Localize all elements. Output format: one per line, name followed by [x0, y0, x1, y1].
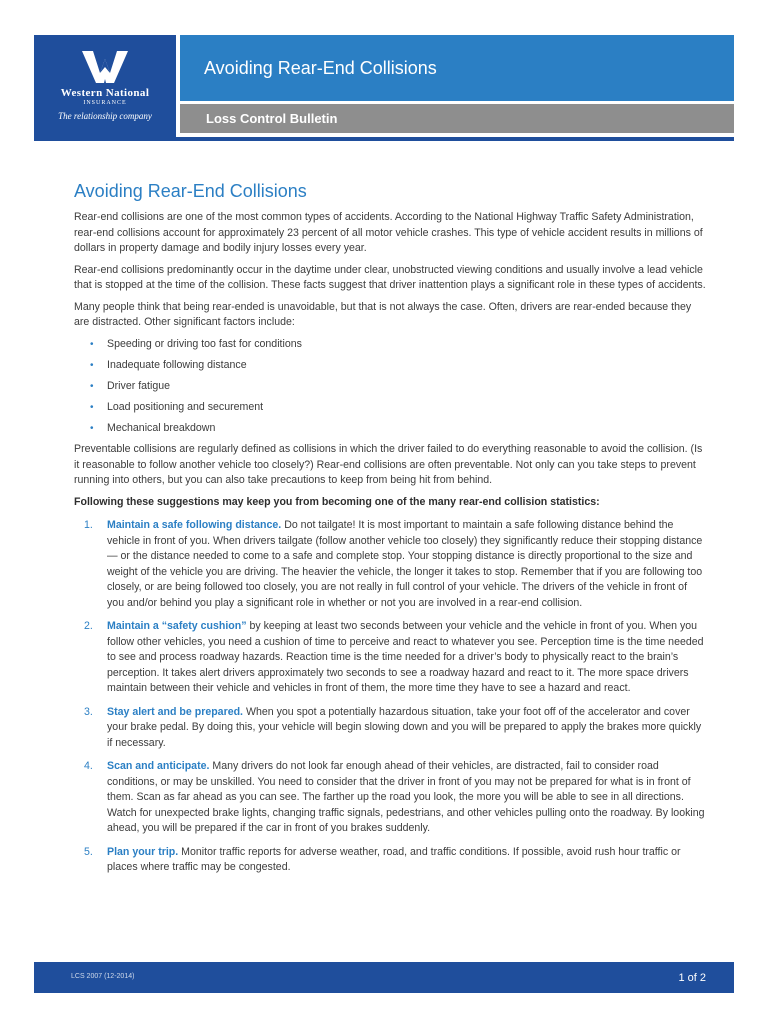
logo-company-name: Western National — [60, 87, 150, 99]
list-item-text: Inadequate following distance — [107, 358, 247, 371]
suggestions-lead-in: Following these suggestions may keep you from becoming one of the many rear-end collision statistics: — [74, 495, 600, 508]
item-heading: Stay alert and be prepared. — [107, 705, 244, 718]
item-number: 3. — [84, 705, 93, 718]
page-footer — [34, 962, 734, 993]
suggestion-item — [74, 705, 706, 752]
suggestion-item — [74, 845, 706, 876]
company-logo — [34, 35, 176, 137]
list-item — [74, 358, 706, 374]
bullet-icon: • — [90, 401, 94, 413]
paragraph-factors-intro: Many people think that being rear-ended is unavoidable, but that is not always the case. Often, drivers are rear-ended because they are distracted. Other significant factors include: — [74, 300, 692, 328]
item-body: Do not tailgate! It is most important to maintain a safe following distance behind the vehicle in front of you. When drivers tailgate (follow another vehicle too closely) they significantly reduce their stopping distance — or the distance needed to come to a safe and complete stop. Your stopping distance is directly proportional to the size and weight of the vehicle you are driving. The heavier the vehicle, the longer it takes to stop. Remember that if you are following too closely, or are being followed too closely, you are not really in full control of your vehicle. The drivers of the vehicle in front of you and/or behind you play a significant role in whether or not you are involved in a rear-end collision. — [107, 519, 703, 609]
paragraph-conditions: Rear-end collisions predominantly occur in the daytime under clear, unobstructed viewing conditions and usually involve a lead vehicle that is stopped at the time of the collision. These facts suggest that driver inattention plays a significant role in these types of accidents. — [74, 263, 706, 291]
header-subtitle: Loss Control Bulletin — [206, 111, 338, 126]
title-band — [180, 35, 734, 101]
item-number: 4. — [84, 760, 93, 773]
w-logo-icon — [80, 49, 130, 85]
list-item-text: Mechanical breakdown — [107, 421, 216, 434]
subtitle-band — [180, 104, 734, 133]
suggestions-list — [74, 518, 706, 876]
logo-insurance-label: INSURANCE — [83, 100, 127, 106]
header-divider — [34, 137, 734, 141]
item-number: 2. — [84, 620, 93, 633]
item-heading: Maintain a safe following distance. — [107, 519, 282, 532]
item-heading: Maintain a “safety cushion” — [107, 620, 247, 633]
list-item — [74, 400, 706, 416]
header-title: Avoiding Rear-End Collisions — [204, 58, 437, 78]
item-body: by keeping at least two seconds between your vehicle and the vehicle in front of you. When you follow other vehicles, you need a cushion of time to perceive and react to whatever you see. Perception time is the time needed to see and process roadway hazards. Reaction time is the time needed for a driver’s body to physically react to the brain’s perception. It takes alert drivers approximately two seconds to see a roadway hazard and react to it. The more space drivers maintain between their vehicle and vehicles in front of them, the more time they have to see a hazard and react. — [107, 620, 704, 695]
suggestion-item — [74, 518, 706, 611]
suggestion-item — [74, 759, 706, 837]
bullet-icon: • — [90, 380, 94, 392]
item-body: Monitor traffic reports for adverse weather, road, and traffic conditions. If possible, avoid rush hour traffic or places where traffic may be congested. — [107, 845, 681, 874]
bullet-icon: • — [90, 422, 94, 434]
list-item — [74, 379, 706, 395]
paragraph-intro: Rear-end collisions are one of the most common types of accidents. According to the National Highway Traffic Safety Administration, rear-end collisions account for approximately 23 percent of all motor vehicle crashes. This type of vehicle accident results in millions of dollars in property damage and bodily injury losses every year. — [74, 211, 703, 254]
item-heading: Scan and anticipate. — [107, 760, 210, 773]
item-number: 1. — [84, 519, 93, 532]
list-item — [74, 421, 706, 437]
paragraph-preventable: Preventable collisions are regularly defined as collisions in which the driver failed to do everything reasonable to avoid the collision. (Is it reasonable to follow another vehicle too closely?) Rear-end collisions are often preventable. Not only can you take steps to prevent running into others, but you can also take precautions to keep from being hit from behind. — [74, 443, 703, 487]
document-title: Avoiding Rear-End Collisions — [74, 181, 307, 201]
list-item-text: Load positioning and securement — [107, 400, 264, 413]
item-number: 5. — [84, 845, 93, 858]
suggestion-item — [74, 619, 706, 697]
list-item — [74, 337, 706, 353]
list-item-text: Speeding or driving too fast for conditions — [107, 337, 302, 350]
page-number: 1 of 2 — [678, 972, 706, 984]
factors-list — [74, 337, 706, 437]
list-item-text: Driver fatigue — [107, 379, 170, 392]
item-body: When you spot a potentially hazardous situation, take your foot off of the accelerator and cover your brake pedal. By doing this, your vehicle will begin slowing down and you will be prepared to apply the brakes more quickly if necessary. — [107, 705, 702, 749]
item-heading: Plan your trip. — [107, 845, 179, 858]
item-body: Many drivers do not look far enough ahead of their vehicles, are distracted, fail to consider road conditions, or may be unskilled. You need to consider that the driver in front of you may not be prepared for what is in front of them. Scan as far ahead as you can see. The farther up the road you look, the more you will be able to see in all directions. Watch for unexpected brake lights, changing traffic signals, pedestrians, and other vehicles pulling onto the roadway. By looking ahead, you will be prepared if the car in front of you brakes suddenly. — [107, 760, 705, 835]
logo-tagline: The relationship company — [58, 111, 152, 121]
form-code: LCS 2007 (12-2014) — [71, 973, 135, 980]
bullet-icon: • — [90, 338, 94, 350]
bullet-icon: • — [90, 359, 94, 371]
document-body — [74, 178, 706, 884]
